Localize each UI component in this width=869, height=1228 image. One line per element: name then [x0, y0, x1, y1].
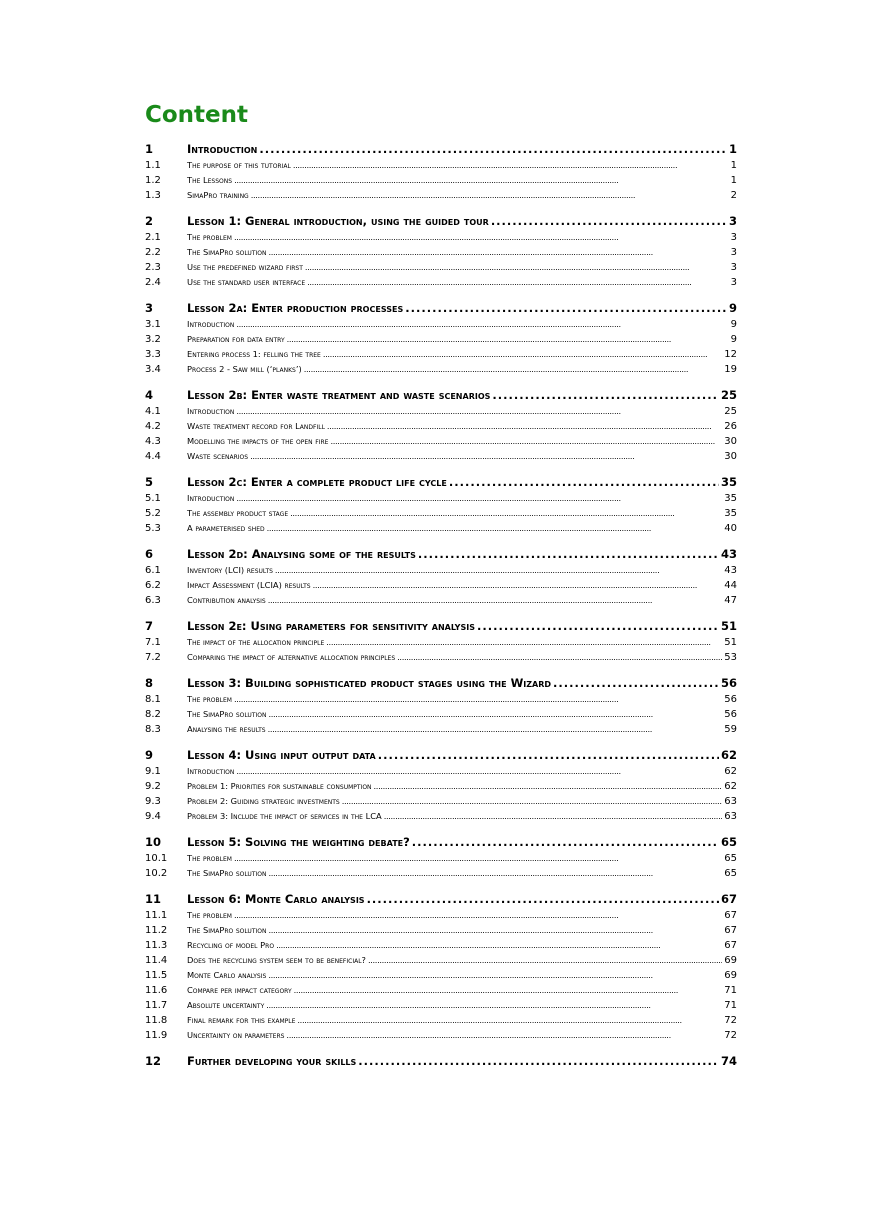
toc-page-number: 1 — [730, 160, 737, 171]
dot-leader — [290, 508, 722, 518]
toc-entry-title: The problem — [187, 910, 232, 920]
toc-section — [145, 547, 737, 610]
dot-leader — [358, 1054, 719, 1068]
toc-page-number: 25 — [724, 406, 737, 417]
dot-leader — [304, 364, 723, 374]
toc-entry-number: 8.3 — [145, 724, 161, 735]
toc-entry-title: Analysing the results — [187, 724, 266, 734]
toc-entry-number: 5 — [145, 475, 154, 489]
dot-leader — [397, 652, 722, 662]
toc-subsection-entry[interactable] — [145, 364, 737, 379]
toc-chapter-entry[interactable] — [145, 1054, 737, 1072]
toc-entry-title: Use the predefined wizard first — [187, 262, 303, 272]
dot-leader — [492, 388, 719, 402]
dot-leader — [326, 637, 722, 647]
toc-chapter-entry[interactable] — [145, 619, 737, 637]
toc-subsection-entry[interactable] — [145, 595, 737, 610]
dot-leader — [234, 232, 729, 242]
toc-subsection-entry[interactable] — [145, 781, 737, 796]
toc-page-number: 12 — [724, 349, 737, 360]
toc-page-number: 72 — [724, 1015, 737, 1026]
dot-leader — [293, 160, 729, 170]
toc-entry-number: 6.3 — [145, 595, 161, 606]
dot-leader — [251, 190, 729, 200]
toc-page-number: 3 — [730, 262, 737, 273]
toc-entry-number: 3.1 — [145, 319, 161, 330]
toc-entry-number: 4.3 — [145, 436, 161, 447]
toc-entry-title: Use the standard user interface — [187, 277, 306, 287]
toc-chapter-entry[interactable] — [145, 835, 737, 853]
toc-subsection-entry[interactable] — [145, 637, 737, 652]
page-title: Content — [145, 102, 249, 128]
toc-entry-number: 4.1 — [145, 406, 161, 417]
dot-leader — [323, 349, 722, 359]
toc-entry-number: 11.4 — [145, 955, 168, 966]
toc-entry-title: Absolute uncertainty — [187, 1000, 265, 1010]
toc-page-number: 63 — [724, 796, 737, 807]
toc-page-number: 30 — [724, 436, 737, 447]
toc-page-number: 74 — [720, 1054, 737, 1068]
dot-leader — [412, 835, 719, 849]
toc-page-number: 56 — [724, 709, 737, 720]
dot-leader — [276, 940, 722, 950]
dot-leader — [275, 565, 722, 575]
toc-entry-number: 9 — [145, 748, 154, 762]
toc-entry-title: The Lessons — [187, 175, 233, 185]
toc-page-number: 62 — [720, 748, 737, 762]
toc-subsection-entry[interactable] — [145, 1015, 737, 1030]
toc-page-number: 9 — [730, 319, 737, 330]
toc-entry-title: Comparing the impact of alternative allocation principles — [187, 652, 396, 662]
toc-chapter-entry[interactable] — [145, 475, 737, 493]
dot-leader — [477, 619, 719, 633]
toc-entry-title: Waste scenarios — [187, 451, 249, 461]
toc-entry-number: 9.3 — [145, 796, 161, 807]
dot-leader — [287, 334, 729, 344]
dot-leader — [367, 892, 719, 906]
toc-page-number: 65 — [724, 853, 737, 864]
toc-entry-number: 7.1 — [145, 637, 161, 648]
dot-leader — [250, 451, 722, 461]
toc-page-number: 65 — [720, 835, 737, 849]
dot-leader — [305, 262, 729, 272]
toc-subsection-entry[interactable] — [145, 451, 737, 466]
toc-subsection-entry[interactable] — [145, 868, 737, 883]
toc-subsection-entry[interactable] — [145, 160, 737, 175]
toc-chapter-entry[interactable] — [145, 748, 737, 766]
dot-leader — [234, 853, 722, 863]
dot-leader — [553, 676, 719, 690]
toc-entry-title: Lesson 2a: Enter production processes — [187, 301, 404, 315]
toc-subsection-entry[interactable] — [145, 580, 737, 595]
toc-entry-number: 11 — [145, 892, 162, 906]
toc-subsection-entry[interactable] — [145, 349, 737, 364]
toc-subsection-entry[interactable] — [145, 523, 737, 538]
toc-entry-title: Lesson 5: Solving the weighting debate? — [187, 835, 410, 849]
toc-subsection-entry[interactable] — [145, 910, 737, 925]
dot-leader — [268, 724, 723, 734]
toc-entry-title: Inventory (LCI) results — [187, 565, 273, 575]
dot-leader — [313, 580, 723, 590]
toc-entry-title: Introduction — [187, 406, 235, 416]
toc-entry-number: 11.2 — [145, 925, 168, 936]
toc-subsection-entry[interactable] — [145, 766, 737, 781]
toc-section — [145, 388, 737, 466]
toc-entry-number: 2.4 — [145, 277, 161, 288]
toc-entry-number: 11.3 — [145, 940, 168, 951]
toc-entry-number: 4.4 — [145, 451, 161, 462]
toc-page-number: 3 — [730, 232, 737, 243]
toc-entry-title: Lesson 4: Using input output data — [187, 748, 376, 762]
toc-page-number: 35 — [724, 493, 737, 504]
toc-subsection-entry[interactable] — [145, 232, 737, 247]
dot-leader — [384, 811, 723, 821]
toc-chapter-entry[interactable] — [145, 547, 737, 565]
dot-leader — [330, 436, 722, 446]
toc-page-number: 59 — [724, 724, 737, 735]
toc-entry-title: Lesson 1: General introduction, using the guided tour — [187, 214, 489, 228]
toc-page-number: 63 — [724, 811, 737, 822]
toc-page-number: 71 — [724, 985, 737, 996]
toc-section — [145, 892, 737, 1045]
dot-leader — [405, 301, 727, 315]
dot-leader — [268, 247, 728, 257]
dot-leader — [268, 595, 723, 605]
toc-entry-title: Introduction — [187, 493, 235, 503]
toc-subsection-entry[interactable] — [145, 925, 737, 940]
dot-leader — [234, 694, 722, 704]
toc-page-number: 56 — [724, 694, 737, 705]
dot-leader — [342, 796, 723, 806]
toc-page-number: 56 — [720, 676, 737, 690]
toc-subsection-entry[interactable] — [145, 1030, 737, 1045]
toc-page-number: 19 — [724, 364, 737, 375]
dot-leader — [418, 547, 719, 561]
toc-chapter-entry[interactable] — [145, 388, 737, 406]
toc-entry-title: The SimaPro solution — [187, 709, 267, 719]
toc-entry-title: Monte Carlo analysis — [187, 970, 267, 980]
toc-subsection-entry[interactable] — [145, 493, 737, 508]
toc-page-number: 67 — [724, 910, 737, 921]
toc-entry-number: 2 — [145, 214, 154, 228]
toc-entry-number: 2.2 — [145, 247, 161, 258]
toc-entry-title: SimaPro training — [187, 190, 249, 200]
toc-page-number: 40 — [724, 523, 737, 534]
toc-entry-title: The problem — [187, 232, 232, 242]
toc-page-number: 67 — [720, 892, 737, 906]
toc-subsection-entry[interactable] — [145, 709, 737, 724]
dot-leader — [268, 925, 722, 935]
toc-entry-title: Contribution analysis — [187, 595, 266, 605]
dot-leader — [294, 985, 723, 995]
toc-subsection-entry[interactable] — [145, 175, 737, 190]
toc-entry-number: 1 — [145, 142, 154, 156]
dot-leader — [297, 1015, 722, 1025]
toc-subsection-entry[interactable] — [145, 334, 737, 349]
toc-page-number: 3 — [728, 214, 737, 228]
toc-entry-number: 8 — [145, 676, 154, 690]
toc-entry-number: 7 — [145, 619, 154, 633]
toc-section — [145, 835, 737, 883]
toc-subsection-entry[interactable] — [145, 985, 737, 1000]
toc-page-number: 62 — [724, 781, 737, 792]
toc-entry-number: 2.3 — [145, 262, 161, 273]
toc-page-number: 30 — [724, 451, 737, 462]
toc-subsection-entry[interactable] — [145, 652, 737, 667]
toc-page-number: 51 — [724, 637, 737, 648]
toc-page-number: 35 — [720, 475, 737, 489]
toc-page-number: 67 — [724, 940, 737, 951]
toc-entry-number: 1.1 — [145, 160, 161, 171]
dot-leader — [286, 1030, 722, 1040]
toc-entry-title: Lesson 2e: Using parameters for sensitivity analysis — [187, 619, 475, 633]
dot-leader — [234, 175, 729, 185]
toc-section — [145, 475, 737, 538]
toc-entry-title: Lesson 3: Building sophisticated product stages using the Wizard — [187, 676, 552, 690]
toc-subsection-entry[interactable] — [145, 247, 737, 262]
toc-entry-number: 10 — [145, 835, 162, 849]
toc-page-number: 72 — [724, 1030, 737, 1041]
toc-entry-number: 11.9 — [145, 1030, 168, 1041]
toc-entry-number: 12 — [145, 1054, 162, 1068]
toc-entry-number: 9.4 — [145, 811, 161, 822]
toc-entry-title: Problem 1: Priorities for sustainable consumption — [187, 781, 372, 791]
toc-chapter-entry[interactable] — [145, 892, 737, 910]
toc-entry-number: 3.2 — [145, 334, 161, 345]
toc-subsection-entry[interactable] — [145, 406, 737, 421]
toc-subsection-entry[interactable] — [145, 796, 737, 811]
toc-entry-title: The impact of the allocation principle — [187, 637, 325, 647]
toc-entry-title: The problem — [187, 853, 232, 863]
dot-leader — [374, 781, 723, 791]
toc-entry-title: Final remark for this example — [187, 1015, 296, 1025]
toc-page-number: 43 — [720, 547, 737, 561]
dot-leader — [234, 910, 722, 920]
toc-entry-title: The SimaPro solution — [187, 247, 267, 257]
toc-page-number: 44 — [724, 580, 737, 591]
dot-leader — [236, 766, 722, 776]
table-of-contents — [145, 142, 737, 1081]
toc-subsection-entry[interactable] — [145, 277, 737, 292]
toc-page-number: 51 — [720, 619, 737, 633]
toc-page-number: 62 — [724, 766, 737, 777]
toc-entry-title: Waste treatment record for Landfill — [187, 421, 325, 431]
toc-chapter-entry[interactable] — [145, 301, 737, 319]
toc-section — [145, 676, 737, 739]
toc-section — [145, 214, 737, 292]
toc-entry-title: Recycling of model Pro — [187, 940, 275, 950]
toc-entry-number: 4.2 — [145, 421, 161, 432]
toc-subsection-entry[interactable] — [145, 319, 737, 334]
toc-page-number: 3 — [730, 247, 737, 258]
dot-leader — [378, 748, 719, 762]
toc-entry-title: Process 2 - Saw mill (‘planks’) — [187, 364, 302, 374]
toc-entry-number: 8.2 — [145, 709, 161, 720]
toc-entry-number: 5.3 — [145, 523, 161, 534]
toc-page-number: 9 — [728, 301, 737, 315]
toc-page-number: 1 — [728, 142, 737, 156]
toc-page-number: 25 — [720, 388, 737, 402]
dot-leader — [267, 523, 723, 533]
dot-leader — [268, 709, 722, 719]
dot-leader — [236, 406, 722, 416]
toc-entry-number: 8.1 — [145, 694, 161, 705]
toc-page-number: 65 — [724, 868, 737, 879]
toc-entry-title: Introduction — [187, 766, 235, 776]
toc-chapter-entry[interactable] — [145, 142, 737, 160]
toc-page-number: 35 — [724, 508, 737, 519]
toc-chapter-entry[interactable] — [145, 676, 737, 694]
toc-page-number: 43 — [724, 565, 737, 576]
toc-entry-number: 4 — [145, 388, 154, 402]
toc-page-number: 71 — [724, 1000, 737, 1011]
toc-entry-number: 9.1 — [145, 766, 161, 777]
toc-entry-title: Lesson 6: Monte Carlo analysis — [187, 892, 365, 906]
toc-entry-title: The assembly product stage — [187, 508, 289, 518]
dot-leader — [268, 970, 722, 980]
toc-entry-number: 11.5 — [145, 970, 168, 981]
toc-entry-title: Problem 2: Guiding strategic investments — [187, 796, 340, 806]
toc-page-number: 3 — [730, 277, 737, 288]
toc-entry-title: A parameterised shed — [187, 523, 265, 533]
toc-section — [145, 301, 737, 379]
toc-entry-number: 3 — [145, 301, 154, 315]
toc-entry-number: 1.3 — [145, 190, 161, 201]
toc-subsection-entry[interactable] — [145, 1000, 737, 1015]
dot-leader — [449, 475, 719, 489]
toc-entry-number: 6.1 — [145, 565, 161, 576]
toc-entry-title: Problem 3: Include the impact of services in the LCA — [187, 811, 382, 821]
dot-leader — [327, 421, 722, 431]
toc-subsection-entry[interactable] — [145, 190, 737, 205]
toc-entry-number: 11.7 — [145, 1000, 168, 1011]
toc-subsection-entry[interactable] — [145, 955, 737, 970]
dot-leader — [236, 493, 722, 503]
toc-entry-number: 5.2 — [145, 508, 161, 519]
toc-entry-number: 5.1 — [145, 493, 161, 504]
toc-entry-number: 11.8 — [145, 1015, 168, 1026]
toc-entry-title: Modelling the impacts of the open fire — [187, 436, 329, 446]
toc-entry-number: 11.1 — [145, 910, 168, 921]
toc-entry-title: The SimaPro solution — [187, 925, 267, 935]
toc-entry-title: The SimaPro solution — [187, 868, 267, 878]
toc-entry-title: Does the recycling system seem to be beneficial? — [187, 955, 366, 965]
toc-entry-number: 10.1 — [145, 853, 168, 864]
toc-entry-title: Further developing your skills — [187, 1054, 357, 1068]
toc-subsection-entry[interactable] — [145, 853, 737, 868]
toc-section — [145, 142, 737, 205]
dot-leader — [307, 277, 729, 287]
toc-entry-title: Impact Assessment (LCIA) results — [187, 580, 311, 590]
dot-leader — [491, 214, 727, 228]
dot-leader — [259, 142, 727, 156]
toc-entry-number: 6 — [145, 547, 154, 561]
toc-subsection-entry[interactable] — [145, 724, 737, 739]
toc-subsection-entry[interactable] — [145, 694, 737, 709]
toc-entry-title: Introduction — [187, 142, 258, 156]
toc-entry-title: Entering process 1: felling the tree — [187, 349, 321, 359]
toc-entry-title: Lesson 2d: Analysing some of the results — [187, 547, 416, 561]
toc-entry-number: 10.2 — [145, 868, 168, 879]
toc-entry-title: Lesson 2c: Enter a complete product life cycle — [187, 475, 447, 489]
toc-section — [145, 748, 737, 826]
toc-page-number: 9 — [730, 334, 737, 345]
toc-chapter-entry[interactable] — [145, 214, 737, 232]
toc-entry-title: Introduction — [187, 319, 235, 329]
toc-subsection-entry[interactable] — [145, 811, 737, 826]
toc-page-number: 26 — [724, 421, 737, 432]
dot-leader — [368, 955, 722, 965]
toc-page-number: 69 — [724, 955, 737, 966]
toc-entry-title: Lesson 2b: Enter waste treatment and waste scenarios — [187, 388, 491, 402]
toc-entry-number: 6.2 — [145, 580, 161, 591]
toc-page-number: 1 — [730, 175, 737, 186]
toc-page-number: 69 — [724, 970, 737, 981]
toc-page-number: 2 — [730, 190, 737, 201]
toc-entry-number: 1.2 — [145, 175, 161, 186]
toc-entry-title: The purpose of this tutorial — [187, 160, 291, 170]
toc-subsection-entry[interactable] — [145, 940, 737, 955]
toc-subsection-entry[interactable] — [145, 421, 737, 436]
toc-section — [145, 619, 737, 667]
toc-entry-number: 2.1 — [145, 232, 161, 243]
toc-page-number: 53 — [724, 652, 737, 663]
toc-subsection-entry[interactable] — [145, 565, 737, 580]
toc-entry-number: 9.2 — [145, 781, 161, 792]
toc-page-number: 47 — [724, 595, 737, 606]
toc-entry-title: Uncertainty on parameters — [187, 1030, 285, 1040]
toc-entry-title: Preparation for data entry — [187, 334, 285, 344]
toc-subsection-entry[interactable] — [145, 508, 737, 523]
dot-leader — [236, 319, 728, 329]
dot-leader — [266, 1000, 722, 1010]
toc-subsection-entry[interactable] — [145, 970, 737, 985]
toc-subsection-entry[interactable] — [145, 436, 737, 451]
toc-section — [145, 1054, 737, 1072]
toc-entry-title: The problem — [187, 694, 232, 704]
toc-entry-title: Compare per impact category — [187, 985, 292, 995]
toc-entry-number: 7.2 — [145, 652, 161, 663]
toc-page-number: 67 — [724, 925, 737, 936]
toc-entry-number: 3.3 — [145, 349, 161, 360]
toc-entry-number: 11.6 — [145, 985, 168, 996]
toc-entry-number: 3.4 — [145, 364, 161, 375]
dot-leader — [268, 868, 722, 878]
toc-subsection-entry[interactable] — [145, 262, 737, 277]
